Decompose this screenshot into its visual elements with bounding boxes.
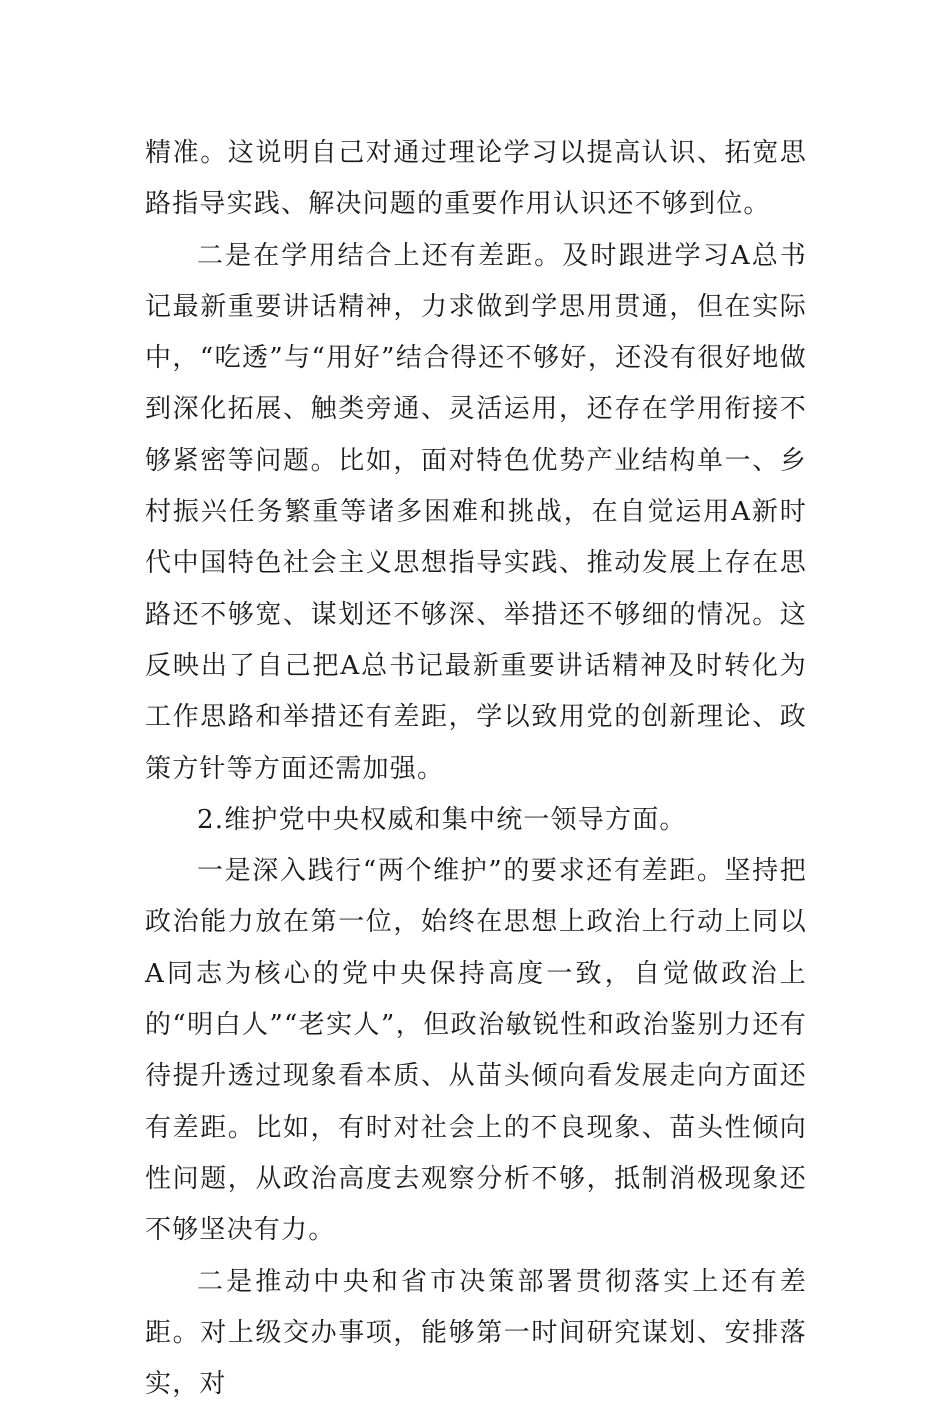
- paragraph-4: 二是推动中央和省市决策部署贯彻落实上还有差距。对上级交办事项，能够第一时间研究谋划、安排落实，对: [145, 1266, 807, 1400]
- paragraph-3: 一是深入践行“两个维护”的要求还有差距。坚持把政治能力放在第一位，始终在思想上政治上行动上同以A同志为核心的党中央保持高度一致，自觉做政治上的“明白人”“老实人”，但政治敏锐性和政治鉴别力还有待提升透过现象看本质、从苗头倾向看发展走向方面还有差距。比如，有时对社会上的不良现象、苗头性倾向性问题，从政治高度去观察分析不够，抵制消极现象还不够坚决有力。: [145, 856, 807, 1246]
- section-heading: 2.维护党中央权威和集中统一领导方面。: [197, 804, 687, 835]
- paragraph-2: 二是在学用结合上还有差距。及时跟进学习A总书记最新重要讲话精神，力求做到学思用贯通，但在实际中，“吃透”与“用好”结合得还不够好，还没有很好地做到深化拓展、触类旁通、灵活运用，还存在学用衔接不够紧密等问题。比如，面对特色优势产业结构单一、乡村振兴任务繁重等诸多困难和挑战，在自觉运用A新时代中国特色社会主义思想指导实践、推动发展上存在思路还不够宽、谋划还不够深、举措还不够细的情况。这反映出了自己把A总书记最新重要讲话精神及时转化为工作思路和举措还有差距，学以致用党的创新理论、政策方针等方面还需加强。: [145, 240, 807, 784]
- document-body: [145, 128, 807, 1410]
- paragraph-1: 精准。这说明自己对通过理论学习以提高认识、拓宽思路指导实践、解决问题的重要作用认识还不够到位。: [145, 138, 807, 220]
